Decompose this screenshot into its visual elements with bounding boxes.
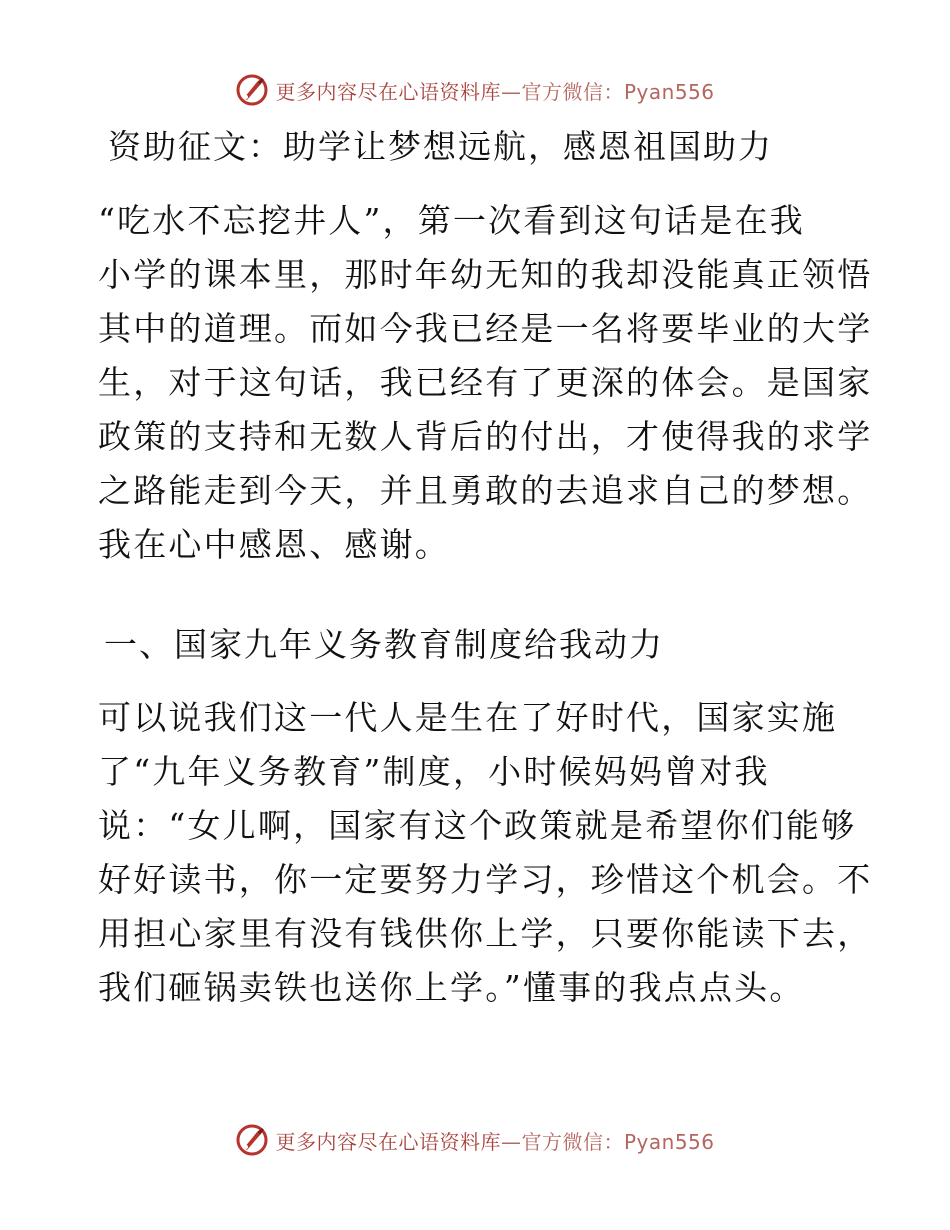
paragraph-line: 好好读书，你一定要努力学习，珍惜这个机会。不 — [98, 860, 873, 899]
paragraph-line: 其中的道理。而如今我已经是一名将要毕业的大学 — [98, 309, 873, 348]
banner-text — [275, 1126, 714, 1155]
paragraph-line: 之路能走到今天，并且勇敢的去追求自己的梦想。 — [98, 471, 873, 510]
paragraph-line: 我们砸锅卖铁也送你上学。”懂事的我点点头。 — [98, 968, 805, 1007]
banner-wechat-label: 官方微信： — [521, 79, 624, 104]
paragraph-line: 说：“女儿啊，国家有这个政策就是希望你们能够 — [98, 806, 857, 845]
banner-brand: 更多内容尽在心语资料库 — [275, 1129, 501, 1154]
paragraph-line: 可以说我们这一代人是生在了好时代，国家实施 — [98, 698, 838, 737]
paragraph-1 — [98, 194, 873, 572]
paragraph-line: 用担心家里有没有钱供你上学，只要你能读下去， — [98, 914, 873, 953]
banner-dash: — — [500, 1129, 522, 1154]
banner-dash: — — [500, 79, 522, 104]
document-title: 资助征文：助学让梦想远航，感恩祖国助力 — [108, 127, 773, 166]
section-heading: 一、国家九年义务教育制度给我动力 — [104, 625, 664, 664]
banner-wechat-id: Pyan556 — [623, 1129, 715, 1154]
paragraph-line: 了“九年义务教育”制度，小时候妈妈曾对我 — [98, 752, 770, 791]
paragraph-2 — [98, 691, 873, 1015]
footer-banner — [0, 1120, 950, 1160]
paragraph-line: 政策的支持和无数人背后的付出，才使得我的求学 — [98, 417, 873, 456]
paragraph-line: 小学的课本里，那时年幼无知的我却没能真正领悟 — [98, 255, 873, 294]
paragraph-line: “吃水不忘挖井人”，第一次看到这句话是在我 — [98, 201, 805, 240]
banner-brand: 更多内容尽在心语资料库 — [275, 79, 501, 104]
quill-logo-icon — [235, 73, 269, 107]
paragraph-line: 生，对于这句话，我已经有了更深的体会。是国家 — [98, 363, 873, 402]
header-banner — [0, 70, 950, 110]
banner-text — [275, 76, 714, 105]
paragraph-line: 我在心中感恩、感谢。 — [98, 525, 450, 564]
quill-logo-icon — [235, 1123, 269, 1157]
banner-wechat-label: 官方微信： — [521, 1129, 624, 1154]
banner-wechat-id: Pyan556 — [623, 79, 715, 104]
